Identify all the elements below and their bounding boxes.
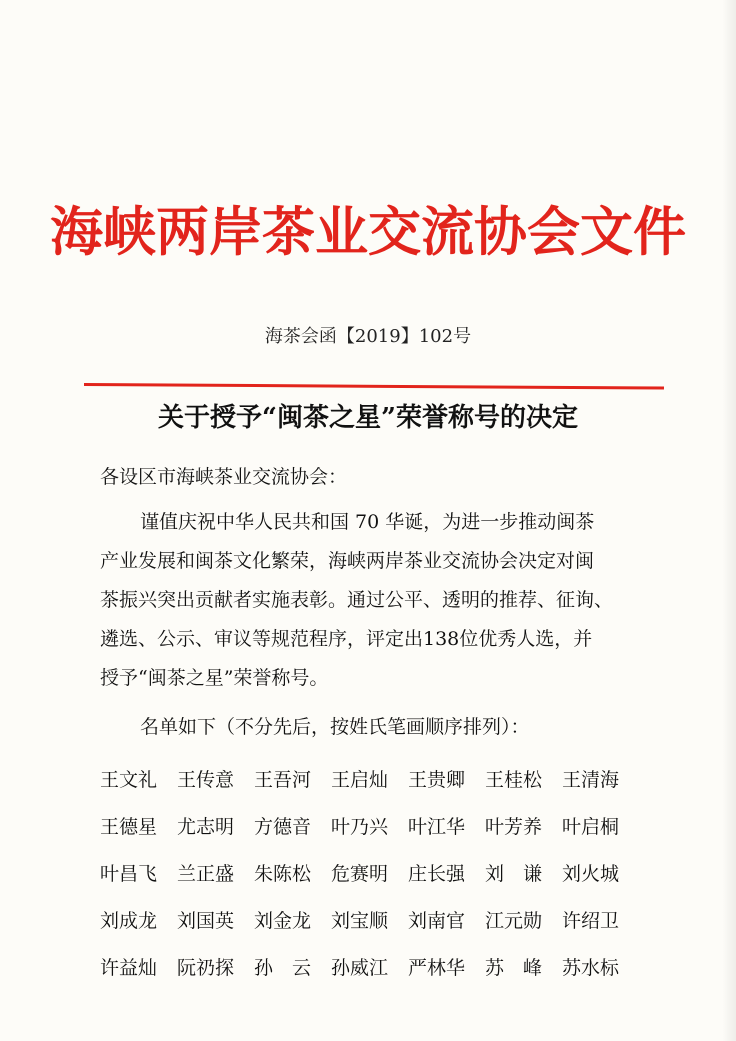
honoree-name: 苏 峰 bbox=[485, 957, 543, 979]
honoree-name: 王吾河 bbox=[254, 769, 312, 791]
body-line: 茶振兴突出贡献者实施表彰。通过公平、透明的推荐、征询、 bbox=[100, 589, 614, 611]
honoree-name: 江元勋 bbox=[485, 910, 543, 932]
honoree-name: 刘火城 bbox=[562, 863, 620, 885]
salutation: 各设区市海峡茶业交流协会： bbox=[100, 466, 348, 488]
honoree-name: 庄长强 bbox=[408, 863, 466, 885]
honoree-name: 刘金龙 bbox=[254, 910, 312, 932]
body-line: 产业发展和闽茶文化繁荣，海峡两岸茶业交流协会决定对闽 bbox=[100, 550, 595, 572]
body-paragraph bbox=[100, 503, 660, 698]
body-line: 谨值庆祝中华人民共和国 70 华诞，为进一步推动闽茶 bbox=[140, 511, 595, 533]
honoree-name: 王清海 bbox=[562, 769, 620, 791]
honoree-name: 许益灿 bbox=[100, 957, 158, 979]
name-row bbox=[100, 896, 640, 943]
page-edge-shadow bbox=[722, 0, 736, 1041]
honoree-name: 叶江华 bbox=[408, 816, 466, 838]
honoree-name: 孙 云 bbox=[254, 957, 312, 979]
honoree-name: 刘 谦 bbox=[485, 863, 543, 885]
org-header-title: 海峡两岸茶业交流协会文件 bbox=[50, 201, 686, 263]
honoree-name: 王德星 bbox=[100, 816, 158, 838]
honoree-name: 叶昌飞 bbox=[100, 863, 158, 885]
honoree-name: 刘南官 bbox=[408, 910, 466, 932]
honoree-name: 刘成龙 bbox=[100, 910, 158, 932]
honoree-name: 兰正盛 bbox=[177, 863, 235, 885]
honoree-name: 王传意 bbox=[177, 769, 235, 791]
honoree-name: 严林华 bbox=[408, 957, 466, 979]
honoree-name: 王文礼 bbox=[100, 769, 158, 791]
honoree-name: 孙威江 bbox=[331, 957, 389, 979]
name-row bbox=[100, 755, 640, 802]
honoree-name-list bbox=[100, 755, 640, 990]
name-list-intro: 名单如下（不分先后，按姓氏笔画顺序排列）： bbox=[140, 716, 530, 738]
honoree-name: 尤志明 bbox=[177, 816, 235, 838]
honoree-name: 叶启桐 bbox=[562, 816, 620, 838]
honoree-name: 叶芳养 bbox=[485, 816, 543, 838]
name-row bbox=[100, 849, 640, 896]
honoree-name: 刘国英 bbox=[177, 910, 235, 932]
name-row bbox=[100, 802, 640, 849]
honoree-name: 叶乃兴 bbox=[331, 816, 389, 838]
name-row bbox=[100, 943, 640, 990]
honoree-name: 阮礽探 bbox=[177, 957, 235, 979]
honoree-name: 刘宝顺 bbox=[331, 910, 389, 932]
honoree-name: 方德音 bbox=[254, 816, 312, 838]
honoree-name: 王启灿 bbox=[331, 769, 389, 791]
honoree-name: 王桂松 bbox=[485, 769, 543, 791]
body-line: 授予“闽茶之星”荣誉称号。 bbox=[100, 667, 329, 689]
honoree-name: 危赛明 bbox=[331, 863, 389, 885]
decision-title: 关于授予“闽茶之星”荣誉称号的决定 bbox=[158, 403, 578, 433]
honoree-name: 王贵卿 bbox=[408, 769, 466, 791]
honoree-name: 朱陈松 bbox=[254, 863, 312, 885]
honoree-name: 苏水标 bbox=[562, 957, 620, 979]
document-number: 海茶会函【2019】102号 bbox=[264, 326, 472, 347]
honoree-name: 许绍卫 bbox=[562, 910, 620, 932]
red-divider-line bbox=[84, 383, 664, 390]
body-line: 遴选、公示、审议等规范程序，评定出138位优秀人选，并 bbox=[100, 628, 593, 650]
